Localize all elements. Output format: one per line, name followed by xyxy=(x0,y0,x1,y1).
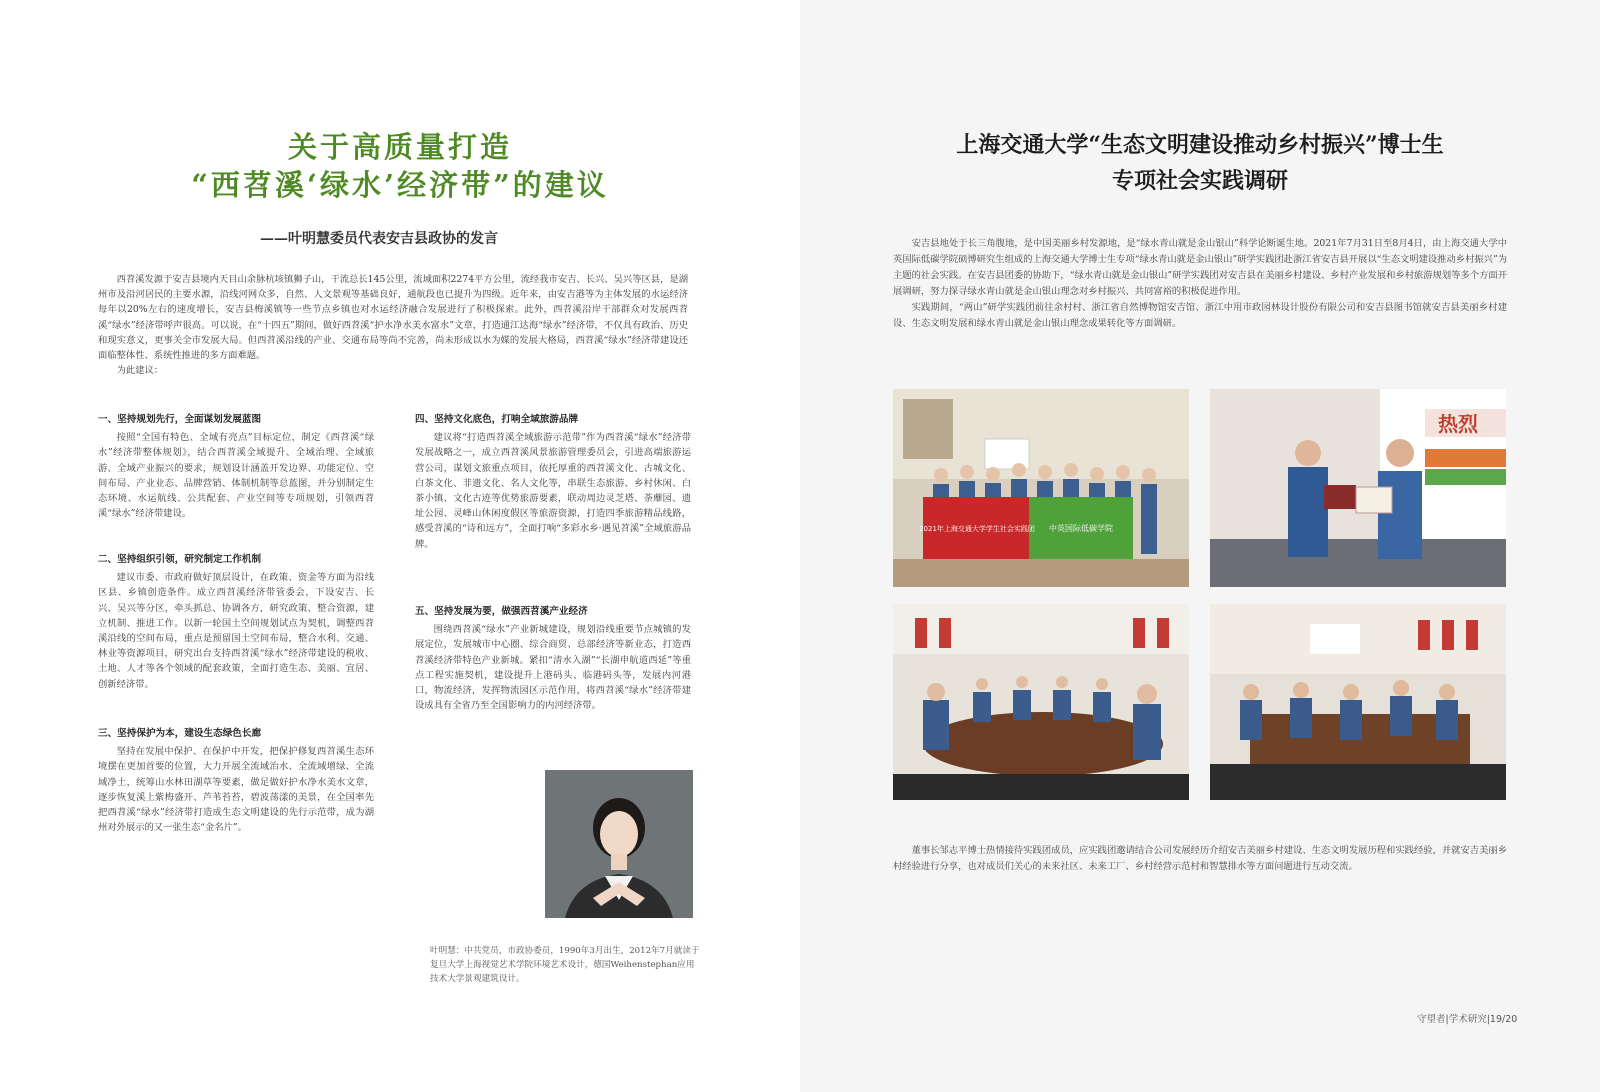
banner-left-text: 2021年上海交通大学学生社会实践团 xyxy=(919,525,1035,533)
section-body: 建议市委、市政府做好顶层设计，在政策、资金等方面为沿线区县、乡镇创造条件。成立西苕溪经济带管委会，下设安吉、长兴、吴兴等分区，牵头抓总、协调各方，研究政策、整合资源，建立机制、推进工作。以新一轮国土空间规划试点为契机，调整西苕溪沿线的空间布局，重点是预留国土空间布局，整合水利、交通、林业等资源项目，研究出台支持西苕溪“绿水”经济带建设的税收、土地、人才等各个领域的配套政策，全面打造生态、美丽、宜居、创新经济带。 xyxy=(98,572,374,690)
report-paragraph-1: 安吉县地处于长三角腹地，是中国美丽乡村发源地，是“绿水青山就是金山银山”科学论断诞生地。2021年7月31日至8月4日，由上海交通大学中英国际低碳学院硕博研究生组成的上海交通大学博士生专项“绿水青山就是金山银山”研学实践团赴浙江省安吉县开展以“生态文明建设推动乡村振兴”为主题的社会实践。在安吉县团委的协助下，“绿水青山就是金山银山”研学实践团对安吉县在美丽乡村建设、乡村产业发展和乡村旅游规划等多个方面开展调研，努力探寻绿水青山就是金山银山理念对乡村振兴、共同富裕的积极促进作用。 xyxy=(893,238,1508,297)
intro-text: 西苕溪发源于安吉县境内天目山余脉杭垓镇狮子山，干流总长145公里，流域面积2274平方公里，流经我市安吉、长兴、吴兴等区县，是湖州市及沿河居民的主要水源，沿线河网众多，自然、人文景观等基础良好，通航段也已提升为四级。近年来，由安吉港等为主体发展的水运经济每年以20%左右的速度增长，安吉县梅溪镇等一些节点乡镇也对水运经济融合发展进行了积极探索。此外，西苕溪沿岸干部群众对发展西苕溪“绿水”经济带呼声很高。可以说，在“十四五”期间，做好西苕溪“护水净水美水富水”文章，打造通江达海“绿水”经济带，不仅具有政治、历史和现实意义，更事关全市发展大局。但西苕溪沿线的产业、交通布局等尚不完善，尚未形成以水为媒的发展大格局，西苕溪“绿水”经济带建设还面临整体性、系统性推进的多方面难题。 xyxy=(98,274,688,362)
meeting-photo-2 xyxy=(1210,604,1506,800)
section-2 xyxy=(98,552,374,692)
group-photo xyxy=(893,389,1189,587)
author-portrait-photo xyxy=(545,770,693,918)
section-body: 建议将“打造西苕溪全域旅游示范带”作为西苕溪“绿水”经济带发展战略之一，成立西苕溪风景旅游管理委员会，引进高端旅游运营公司，谋划文旅重点项目，依托厚重的西苕溪文化、古城文化、白茶文化、非遗文化、名人文化等，串联生态旅游、乡村休闲、白茶小镇、文化古迹等优势旅游要素，联动周边灵芝塔、荼蘼园、遗址公园、灵峰山休闲度假区等旅游资源，打造四季旅游精品线路，感受苕溪的“诗和远方”，全面打响“多彩水乡·遇见苕溪”全域旅游品牌。 xyxy=(415,432,691,550)
page-footer: 守望者|学术研究|19/20 xyxy=(1417,1014,1518,1025)
section-4 xyxy=(415,412,691,552)
article-subtitle: ——叶明慧委员代表安吉县政协的发言 xyxy=(260,231,498,247)
intro-end: 为此建议： xyxy=(116,365,164,377)
section-1 xyxy=(98,412,374,521)
report-paragraph-3: 董事长邹志平博士热情接待实践团成员，应实践团邀请结合公司发展经历介绍安吉美丽乡村建设、生态文明发展历程和实践经验，并就安吉美丽乡村经验进行分享，也对成员们关心的未来社区、未来工厂、乡村经营示范村和智慧排水等方面问题进行互动交流。 xyxy=(893,845,1507,872)
article-title-line2: “西苕溪‘绿水’经济带”的建议 xyxy=(191,168,609,202)
meeting-photo-1 xyxy=(893,604,1189,800)
report-title-line2: 专项社会实践调研 xyxy=(1111,168,1288,194)
section-heading: 五、坚持发展为要，做强西苕溪产业经济 xyxy=(415,606,588,617)
report-paragraph-2: 实践期间，“两山”研学实践团前往余村村、浙江省自然博物馆安吉馆、浙江中用市政园林设计股份有限公司和安吉县图书馆就安吉县美丽乡村建设、生态文明发展和绿水青山就是金山银山理念成果转化等方面调研。 xyxy=(893,302,1507,329)
board-text: 热烈 xyxy=(1438,412,1478,436)
section-body: 按照“全国有特色、全域有亮点”目标定位，制定《西苕溪“绿水”经济带整体规划》，结合西苕溪全域提升、全域治理、全域旅游、全域产业振兴的要求，规划设计涵盖开发边界、功能定位、空间布局、产业业态、品牌营销、体制机制等总蓝图，并分别制定生态环境、水运航线、公共配套、产业空间等专项规划，引领西苕溪“绿水”经济带建设。 xyxy=(98,432,374,520)
banner-right-text: 中英国际低碳学院 xyxy=(1049,524,1113,533)
article-title-line1: 关于高质量打造 xyxy=(287,130,512,164)
author-caption: 叶明慧：中共党员，市政协委员，1990年3月出生，2012年7月就读于复旦大学上海视觉艺术学院环境艺术设计，德国Weihenstephan应用技术大学景观建筑设计。 xyxy=(430,946,700,984)
section-5 xyxy=(415,604,691,713)
section-heading: 四、坚持文化底色，打响全域旅游品牌 xyxy=(415,414,579,425)
section-heading: 二、坚持组织引领，研究制定工作机制 xyxy=(98,554,262,565)
section-body: 坚持在发展中保护、在保护中开发，把保护修复西苕溪生态环境摆在更加首要的位置，大力开展全流域治水、全流域增绿、全流域净土，统筹山水林田湖草等要素，做足做好护水净水美水文章，逐步恢复溪上紫梅盛开、芦苇苔苔，碧波荡漾的美景，在全国率先把西苕溪“绿水”经济带打造成生态文明建设的先行示范带，成为湖州对外展示的又一张生态“金名片”。 xyxy=(98,746,374,834)
section-heading: 一、坚持规划先行，全面谋划发展蓝图 xyxy=(98,414,262,425)
certificate-photo xyxy=(1210,389,1506,587)
section-body: 围绕西苕溪“绿水”产业新城建设，规划沿线重要节点城镇的发展定位，发展城市中心圈、综合商贸、总部经济等新业态，打造西苕溪经济带特色产业新城。紧扣“清水入湖”“长湖申航道西延”等重点工程实施契机，建设提升上港码头、临港码头等，发展内河港口，物流经济，发挥物流园区示范作用，将西苕溪“绿水”经济带建设成具有全省乃至全国影响力的内河经济带。 xyxy=(415,624,691,712)
section-3 xyxy=(98,726,374,835)
report-closing xyxy=(893,843,1507,875)
report-intro xyxy=(893,236,1507,332)
report-title-line1: 上海交通大学“生态文明建设推动乡村振兴”博士生 xyxy=(956,132,1444,158)
section-heading: 三、坚持保护为本，建设生态绿色长廊 xyxy=(98,728,262,739)
intro-paragraph xyxy=(98,272,688,378)
